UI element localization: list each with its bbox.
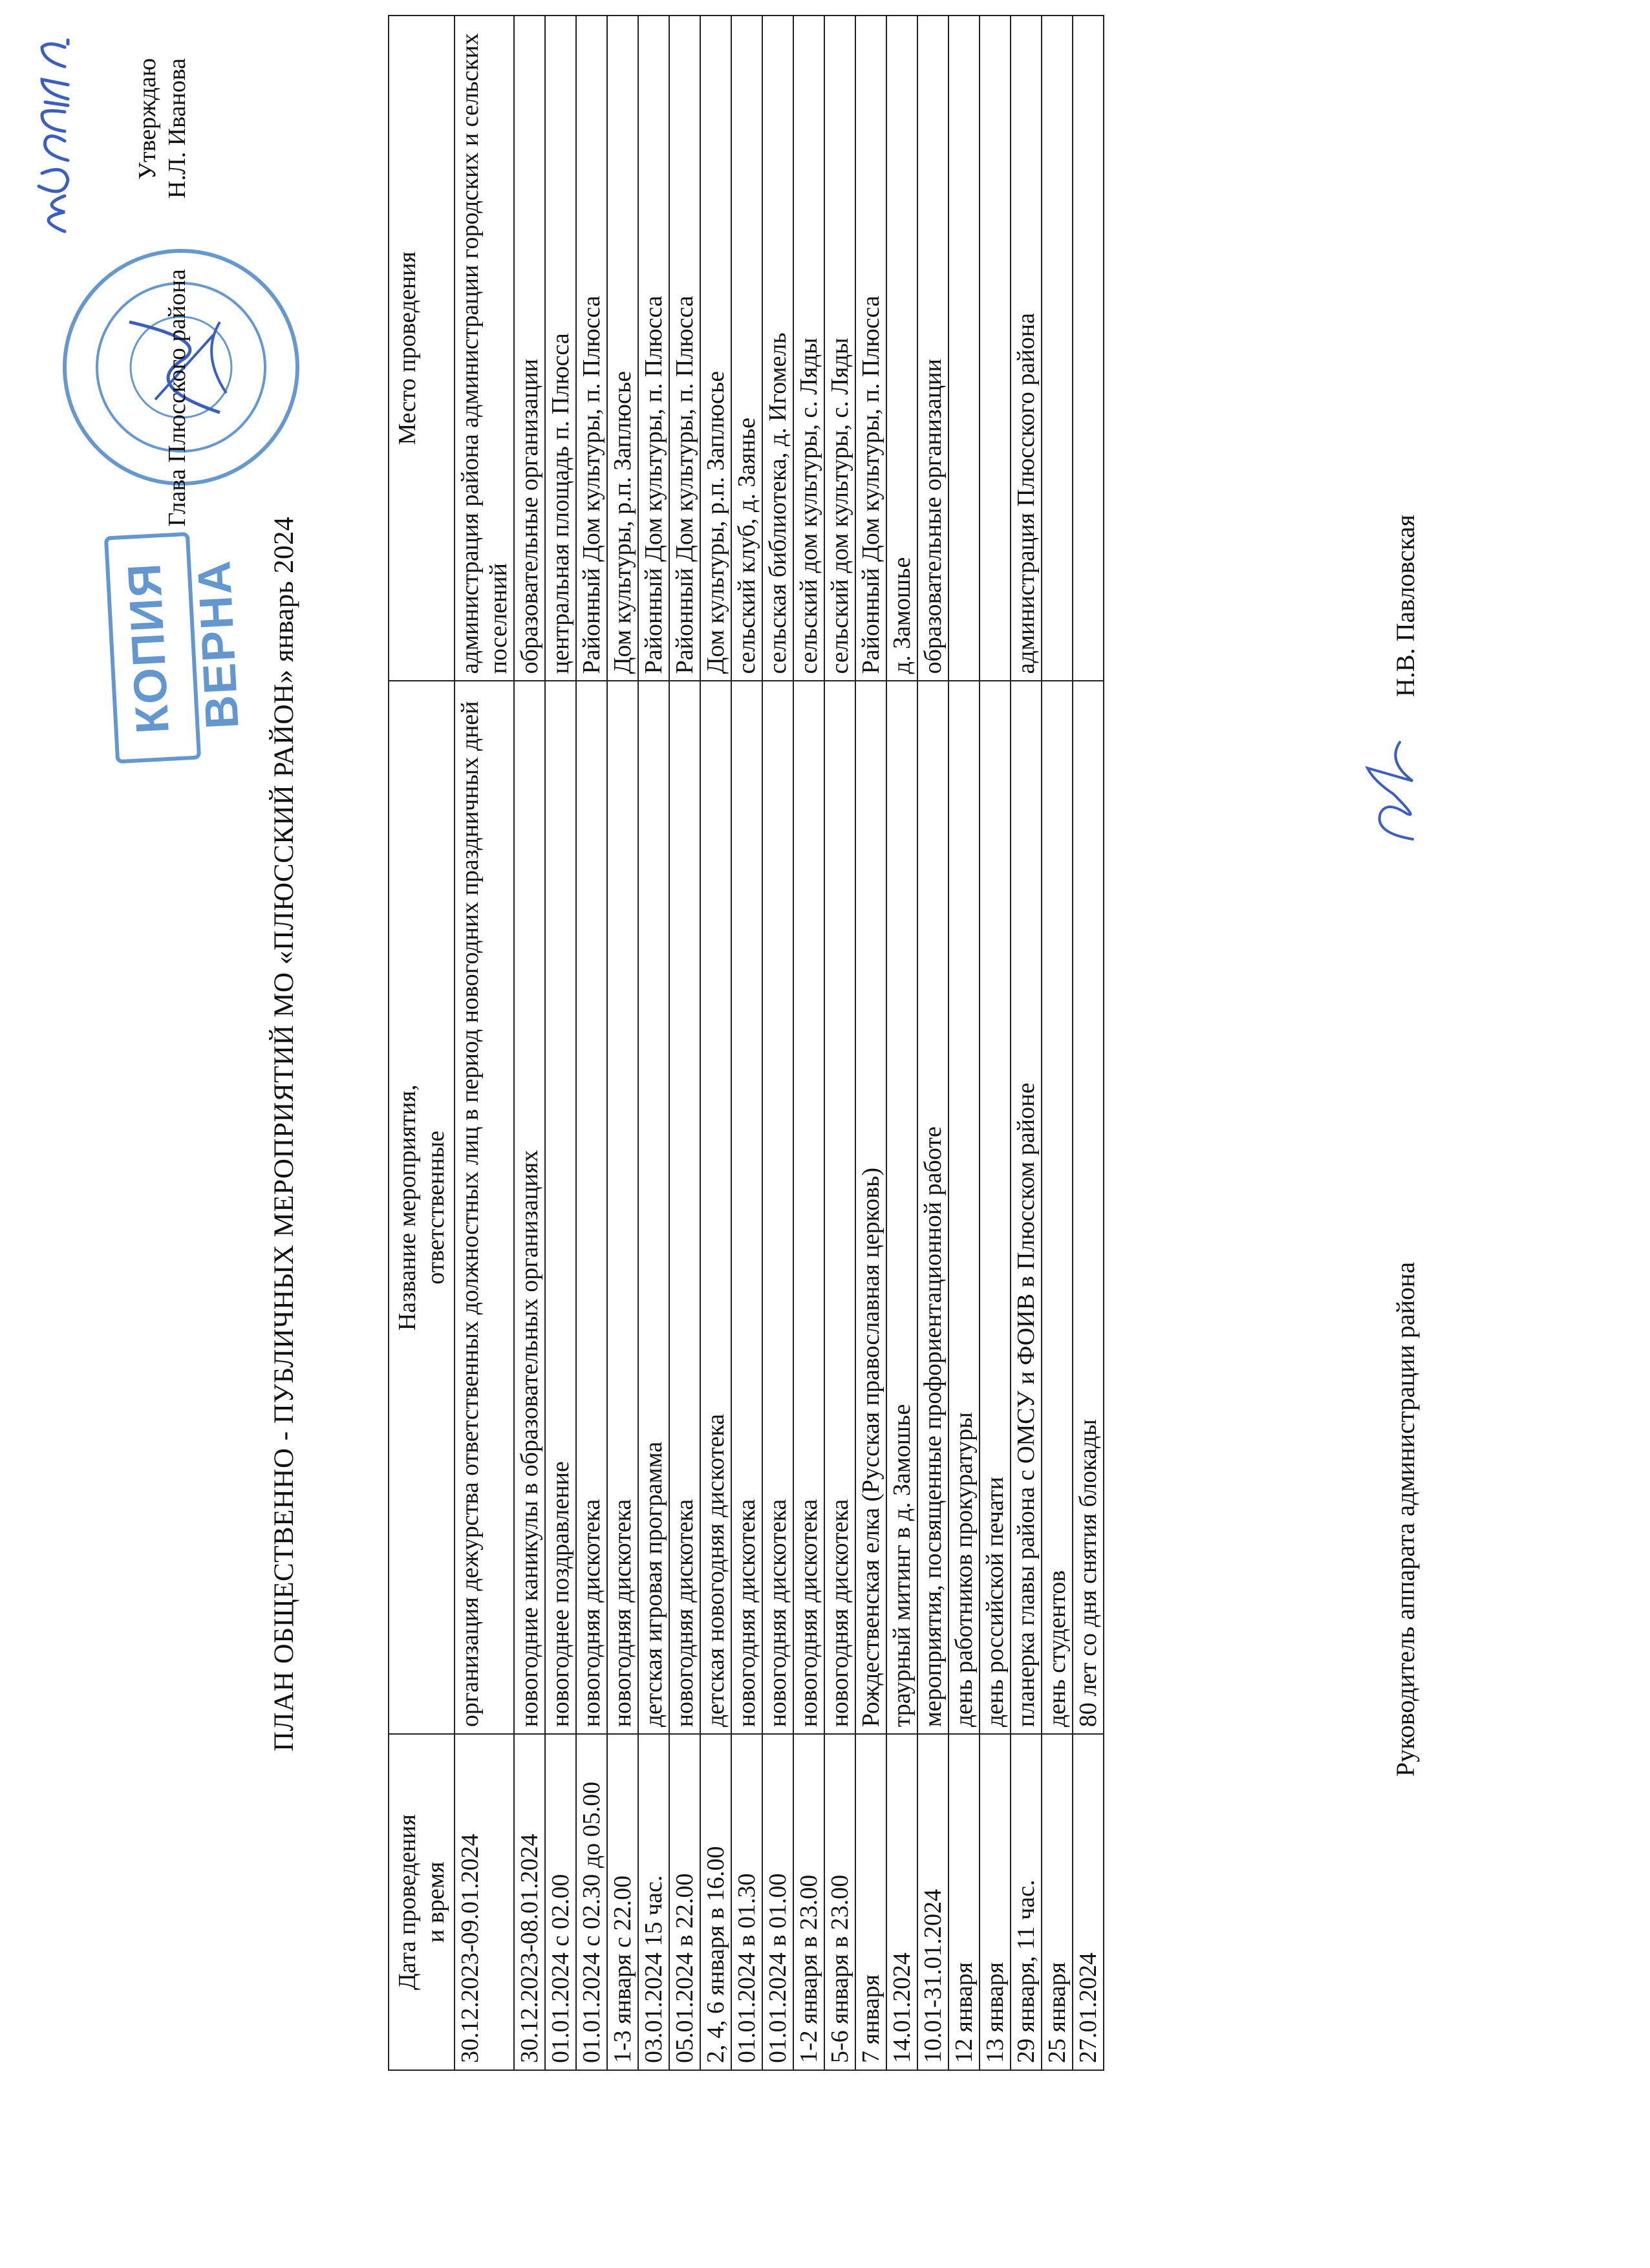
cell-date: 30.12.2023-08.01.2024 (514, 1734, 545, 2070)
cell-name: организация дежурства ответственных должностных лиц в период новогодних праздничных дней (455, 681, 514, 1734)
cell-place: сельский дом культуры, с. Ляды (793, 16, 824, 681)
cell-name: новогодняя дискотека (762, 681, 793, 1734)
cell-date: 27.01.2024 (1073, 1734, 1104, 2070)
approval-name: Н.Л. Иванова (164, 58, 191, 199)
cell-place: Дом культуры, р.п. Заплюсье (700, 16, 731, 681)
footer-name: Н.В. Павловская (1391, 515, 1420, 697)
table-row (455, 16, 514, 2070)
cell-date: 25 января (1042, 1734, 1073, 2070)
cell-name: день российской печати (980, 681, 1011, 1734)
cell-place (980, 16, 1011, 681)
cell-name: день работников прокуратуры (948, 681, 980, 1734)
cell-name: Рождественская елка (Русская православная церковь) (855, 681, 886, 1734)
approval-block (133, 58, 192, 526)
cell-date: 1-3 января с 22.00 (607, 1734, 638, 2070)
cell-place (948, 16, 980, 681)
cell-place (1073, 16, 1104, 681)
cell-place: администрация района администрации городских и сельских поселений (455, 16, 514, 681)
approval-signatory (162, 58, 192, 526)
cell-name: новогодняя дискотека (576, 681, 607, 1734)
cell-date: 05.01.2024 в 22.00 (669, 1734, 700, 2070)
table-row (948, 16, 980, 2070)
table-row (576, 16, 607, 2070)
cell-place: Районный Дом культуры, п. Плюсса (576, 16, 607, 681)
cell-date: 2, 4, 6 января в 16.00 (700, 1734, 731, 2070)
cell-place: сельский клуб, д. Заянье (731, 16, 762, 681)
table-row (514, 16, 545, 2070)
cell-place: д. Замошье (886, 16, 917, 681)
cell-date: 7 января (855, 1734, 886, 2070)
header-place: Место проведения (389, 16, 455, 681)
table-row (669, 16, 700, 2070)
cell-place: образовательные организации (917, 16, 948, 681)
cell-date: 01.01.2024 с 02.30 до 05.00 (576, 1734, 607, 2070)
cell-date: 12 января (948, 1734, 980, 2070)
cell-place: образовательные организации (514, 16, 545, 681)
cell-date: 01.01.2024 в 01.30 (731, 1734, 762, 2070)
cell-place: центральная площадь п. Плюсса (545, 16, 576, 681)
cell-place: администрация Плюсского района (1011, 16, 1042, 681)
table-row (1042, 16, 1073, 2070)
approval-position: Глава Плюсского района (164, 269, 191, 527)
cell-name: новогодняя дискотека (669, 681, 700, 1734)
cell-place (1042, 16, 1073, 681)
copy-verified-stamp: КОПИЯ ВЕРНА (104, 532, 201, 764)
cell-name: планерка главы района с ОМСУ и ФОИВ в Плюсском районе (1011, 681, 1042, 1734)
cell-name: новогодняя дискотека (793, 681, 824, 1734)
table-row (917, 16, 948, 2070)
table-row (545, 16, 576, 2070)
cell-place: сельская библиотека, д. Игомель (762, 16, 793, 681)
table-row (607, 16, 638, 2070)
cell-name: новогодняя дискотека (824, 681, 855, 1734)
cell-place: Дом культуры, р.п. Заплюсье (607, 16, 638, 681)
table-row (855, 16, 886, 2070)
cell-date: 5-6 января в 23.00 (824, 1734, 855, 2070)
cell-name: мероприятия, посвященные профориентационной работе (917, 681, 948, 1734)
cell-place: сельский дом культуры, с. Ляды (824, 16, 855, 681)
cell-date: 01.01.2024 в 01.00 (762, 1734, 793, 2070)
approval-label: Утверждаю (134, 58, 161, 180)
cell-date: 01.01.2024 с 02.00 (545, 1734, 576, 2070)
events-table (388, 15, 1104, 2071)
table-row (731, 16, 762, 2070)
cell-name: новогодняя дискотека (731, 681, 762, 1734)
header-date: Дата проведения и время (389, 1734, 455, 2070)
footer-position: Руководитель аппарата администрации района (1391, 1261, 1420, 1777)
table-row (980, 16, 1011, 2070)
table-row (793, 16, 824, 2070)
table-header-row (389, 16, 455, 2070)
header-name: Название мероприятия, ответственные (389, 681, 455, 1734)
cell-place: Районный Дом культуры, п. Плюсса (855, 16, 886, 681)
cell-name: новогоднее поздравление (545, 681, 576, 1734)
cell-date: 1-2 января в 23.00 (793, 1734, 824, 2070)
cell-date: 14.01.2024 (886, 1734, 917, 2070)
table-row (762, 16, 793, 2070)
cell-name: 80 лет со дня снятия блокады (1073, 681, 1104, 1734)
cell-date: 10.01-31.01.2024 (917, 1734, 948, 2070)
table-row (1073, 16, 1104, 2070)
table-row (1011, 16, 1042, 2070)
cell-name: детская новогодняя дискотека (700, 681, 731, 1734)
cell-name: детская игровая программа (638, 681, 669, 1734)
table-row (700, 16, 731, 2070)
cell-date: 30.12.2023-09.01.2024 (455, 1734, 514, 2070)
signature (1355, 729, 1432, 852)
table-row (638, 16, 669, 2070)
handwritten-note (19, 18, 91, 238)
cell-name: траурный митинг в д. Замошье (886, 681, 917, 1734)
document-title: ПЛАН ОБЩЕСТВЕННО - ПУБЛИЧНЫХ МЕРОПРИЯТИЙ МО «ПЛЮССКИЙ РАЙОН» январь 2024 (269, 517, 299, 1751)
table-row (886, 16, 917, 2070)
cell-place: Районный Дом культуры, п. Плюсса (638, 16, 669, 681)
table-row (824, 16, 855, 2070)
cell-date: 13 января (980, 1734, 1011, 2070)
cell-name: новогодняя дискотека (607, 681, 638, 1734)
cell-date: 03.01.2024 15 час. (638, 1734, 669, 2070)
cell-name: новогодние каникулы в образовательных организациях (514, 681, 545, 1734)
cell-place: Районный Дом культуры, п. Плюсса (669, 16, 700, 681)
cell-date: 29 января, 11 час. (1011, 1734, 1042, 2070)
cell-name: день студентов (1042, 681, 1073, 1734)
